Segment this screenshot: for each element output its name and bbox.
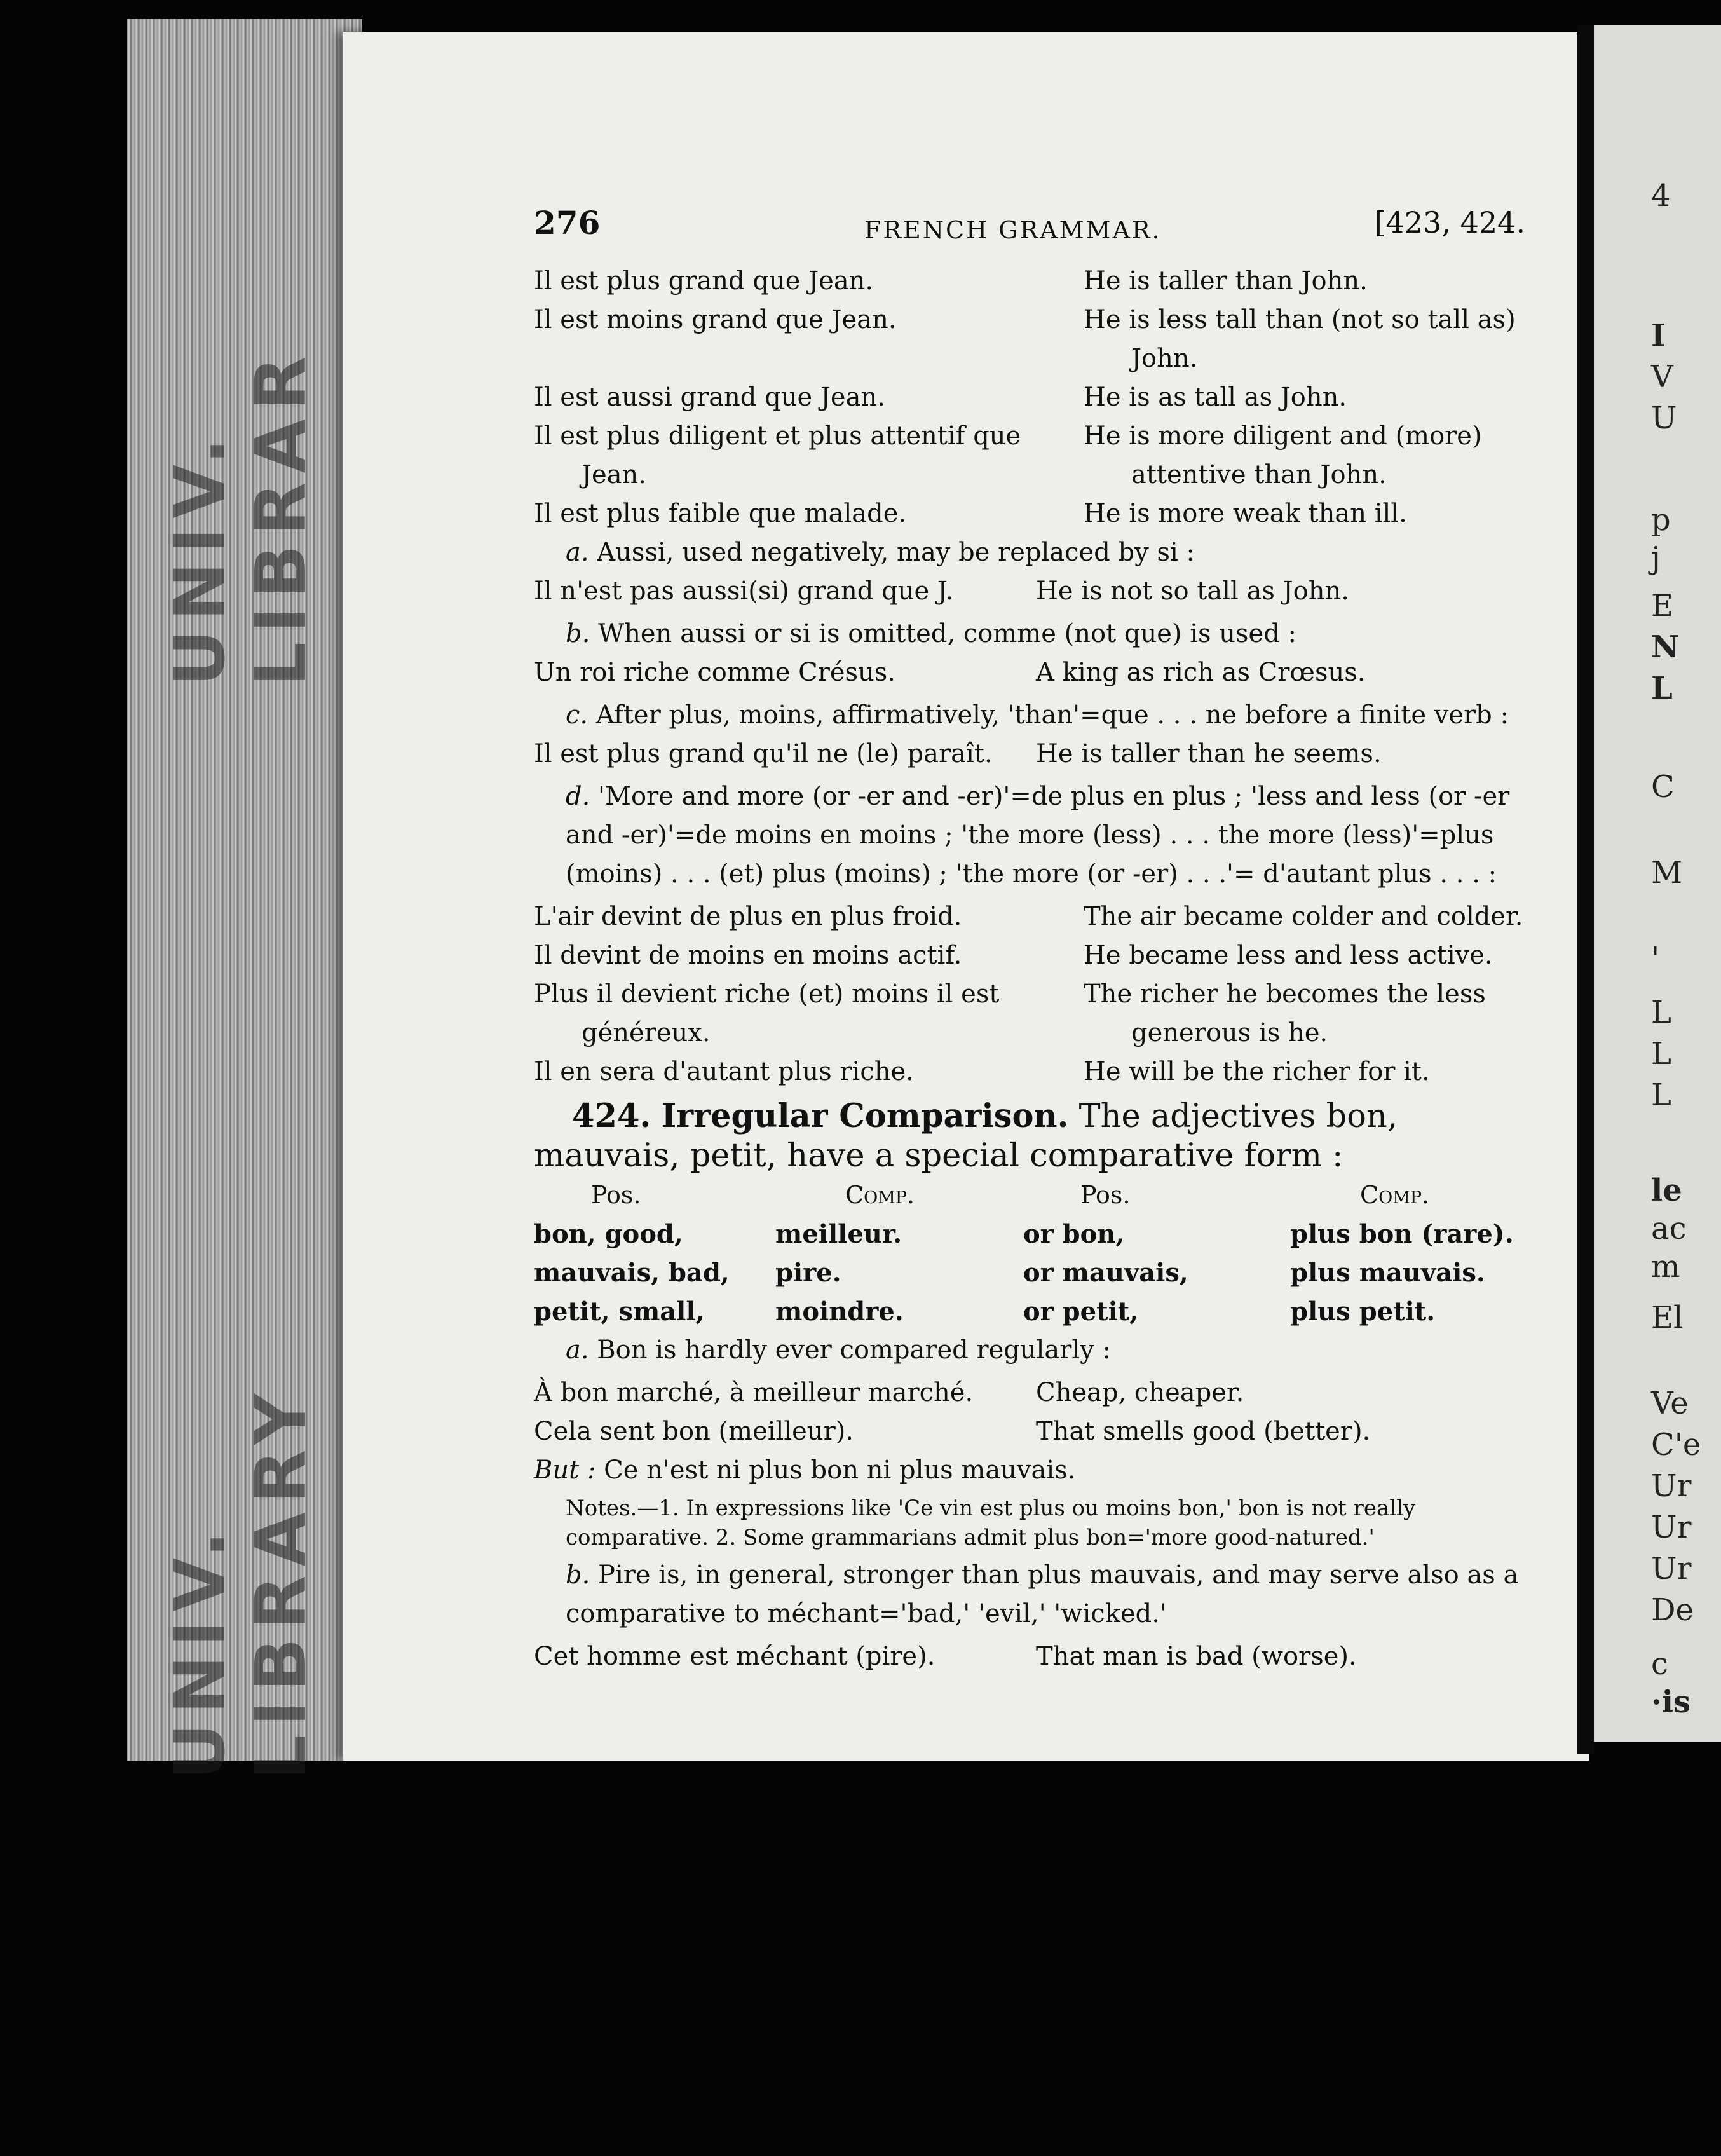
example-english: He is taller than John.: [1084, 266, 1368, 296]
facing-page-fragment: L: [1651, 995, 1671, 1030]
example-english: That man is bad (worse).: [1036, 1642, 1357, 1671]
note-text: When aussi or si is omitted, comme (not que) is used :: [598, 619, 1297, 648]
section-range: [423, 424.: [1374, 205, 1525, 240]
example-french: L'air devint de plus en plus froid.: [534, 902, 962, 931]
facing-page-fragment: m: [1651, 1249, 1680, 1285]
note-label: c.: [566, 700, 588, 730]
table-cell: moindre.: [775, 1297, 904, 1327]
page-number: 276: [534, 204, 601, 242]
example-french: Il est moins grand que Jean.: [534, 305, 897, 334]
facing-page-fragment: V: [1651, 359, 1673, 395]
note-text: Pire is, in general, stronger than plus mauvais, and may serve also as a comparative to méchant='bad,' 'evil,' 'wicked.': [566, 1560, 1519, 1628]
edge-stamp-upper: UNIV. LIBRAR: [159, 347, 322, 686]
note-c: [534, 696, 1525, 735]
facing-page-fragment: L: [1651, 1077, 1671, 1113]
example-pair: [534, 936, 1525, 975]
example-french: À bon marché, à meilleur marché.: [534, 1378, 974, 1407]
example-pair: [534, 262, 1525, 301]
note-label: b.: [566, 619, 590, 648]
facing-page-fragment: I: [1651, 318, 1666, 353]
example-pair: [534, 735, 1525, 774]
example-pair: [534, 417, 1525, 495]
facing-page-fragment: U: [1651, 400, 1677, 436]
facing-page-fragment: ·is: [1651, 1684, 1690, 1720]
table-cell: or bon,: [1023, 1219, 1125, 1249]
example-english: He is more weak than ill.: [1084, 499, 1407, 528]
example-french: Plus il devient riche (et) moins il est généreux.: [534, 979, 1000, 1047]
table-cell: plus bon (rare).: [1290, 1219, 1514, 1249]
example-french: Il est plus grand qu'il ne (le) paraît.: [534, 739, 993, 768]
example-pair: [534, 975, 1525, 1053]
but-text: Ce n'est ni plus bon ni plus mauvais.: [604, 1456, 1076, 1485]
example-english: He became less and less active.: [1084, 941, 1493, 970]
facing-page-fragment: Ve: [1651, 1386, 1689, 1421]
page-content: [534, 203, 1525, 1676]
example-french: Il est aussi grand que Jean.: [534, 383, 885, 412]
note-d: [534, 777, 1525, 894]
table-cell: plus petit.: [1290, 1297, 1436, 1327]
facing-page-fragment: ': [1651, 941, 1660, 976]
section-title: Irregular Comparison.: [661, 1097, 1069, 1135]
section-number: 424.: [572, 1097, 651, 1135]
facing-page-fragment: E: [1651, 588, 1674, 624]
note-b: [534, 615, 1525, 653]
facing-page-fragment: le: [1651, 1173, 1682, 1208]
table-header: Pos.: [1080, 1181, 1131, 1209]
table-cell: mauvais, bad,: [534, 1258, 730, 1288]
example-french: Il est plus faible que malade.: [534, 499, 907, 528]
note-label: a.: [566, 538, 589, 567]
facing-page-fragment: N: [1651, 629, 1679, 665]
example-english: He is as tall as John.: [1084, 383, 1347, 412]
facing-page-fragment: L: [1651, 1036, 1671, 1072]
facing-page-fragment: M: [1651, 855, 1683, 890]
example-english: He is less tall than (not so tall as) John.: [1084, 305, 1516, 373]
example-pair: [534, 378, 1525, 417]
example-pair: [534, 495, 1525, 533]
note-text: After plus, moins, affirmatively, 'than'=que . . . ne before a finite verb :: [595, 700, 1509, 730]
table-header: Pos.: [591, 1181, 641, 1209]
example-pair: [534, 572, 1525, 611]
note-label: b.: [566, 1560, 590, 1590]
running-head: [534, 203, 1525, 254]
but-line: [534, 1451, 1525, 1490]
example-pair: [534, 301, 1525, 378]
example-french: Il n'est pas aussi(si) grand que J.: [534, 577, 954, 606]
example-english: The richer he becomes the less generous is he.: [1084, 979, 1486, 1047]
facing-page-fragment: De: [1651, 1592, 1694, 1628]
but-label: But :: [534, 1456, 596, 1485]
example-english: He is taller than he seems.: [1036, 739, 1382, 768]
comparison-table: [534, 1176, 1525, 1331]
facing-page-fragment: Ur: [1651, 1551, 1692, 1586]
facing-page-fragment: c: [1651, 1646, 1668, 1682]
example-french: Cela sent bon (meilleur).: [534, 1417, 854, 1446]
note-label: d.: [566, 782, 590, 811]
facing-page-fragment: ac: [1651, 1211, 1687, 1246]
page-gutter: [1577, 25, 1594, 1754]
section-424-heading: [534, 1096, 1525, 1176]
section-424-note-b: [534, 1556, 1525, 1634]
note-text: Aussi, used negatively, may be replaced by si :: [597, 538, 1195, 567]
facing-page-fragment: L: [1651, 671, 1673, 706]
example-pair: [534, 1053, 1525, 1091]
footnotes: Notes.—1. In expressions like 'Ce vin est plus ou moins bon,' bon is not really comparative. 2. Some grammarians admit plus bon='more good-natured.': [566, 1496, 1416, 1550]
facing-page-fragment: C'e: [1651, 1427, 1701, 1463]
example-english: A king as rich as Crœsus.: [1036, 658, 1366, 687]
example-pair: [534, 1637, 1525, 1676]
example-french: Cet homme est méchant (pire).: [534, 1642, 935, 1671]
note-a: [534, 533, 1525, 572]
note-label: a.: [566, 1335, 589, 1365]
table-cell: plus mauvais.: [1290, 1258, 1485, 1288]
example-english: He is not so tall as John.: [1036, 577, 1349, 606]
example-pair: [534, 653, 1525, 692]
example-french: Il est plus grand que Jean.: [534, 266, 874, 296]
running-title: FRENCH GRAMMAR.: [864, 216, 1162, 244]
table-cell: or petit,: [1023, 1297, 1139, 1327]
facing-page-fragment: j: [1651, 540, 1661, 576]
table-cell: meilleur.: [775, 1219, 902, 1249]
example-english: Cheap, cheaper.: [1036, 1378, 1244, 1407]
example-pair: [534, 1374, 1525, 1412]
example-english: He is more diligent and (more) attentive than John.: [1084, 421, 1482, 489]
section-424-note-a: [534, 1331, 1525, 1370]
facing-page-fragment: 4: [1651, 178, 1671, 214]
table-header: Comp.: [1360, 1181, 1430, 1209]
facing-page-fragment: Ur: [1651, 1510, 1692, 1545]
note-text: Bon is hardly ever compared regularly :: [597, 1335, 1111, 1365]
example-english: He will be the richer for it.: [1084, 1057, 1430, 1086]
facing-page-fragment: El: [1651, 1300, 1684, 1335]
table-cell: petit, small,: [534, 1297, 705, 1327]
example-french: Il devint de moins en moins actif.: [534, 941, 962, 970]
section-intro: The adjectives bon, mauvais, petit, have a special comparative form :: [534, 1098, 1398, 1175]
example-french: Un roi riche comme Crésus.: [534, 658, 896, 687]
facing-page-fragment: C: [1651, 769, 1675, 805]
note-text: 'More and more (or -er and -er)'=de plus en plus ; 'less and less (or -er and -er)'=de moins en moins ; 'the more (less) . . . the more (less)'=plus (moins) . . . (et) plus (moins) ; 'the more (or -er) . . .'= d'autant plus . . . :: [566, 782, 1510, 889]
example-french: Il est plus diligent et plus attentif que Jean.: [534, 421, 1021, 489]
facing-page-fragment: Ur: [1651, 1468, 1692, 1504]
facing-page-fragment: p: [1651, 502, 1671, 538]
example-pair: [534, 1412, 1525, 1451]
example-french: Il en sera d'autant plus riche.: [534, 1057, 914, 1086]
example-english: That smells good (better).: [1036, 1417, 1371, 1446]
table-cell: bon, good,: [534, 1219, 683, 1249]
edge-stamp-lower: UNIV. LIBRARY: [159, 1384, 322, 1780]
table-cell: or mauvais,: [1023, 1258, 1188, 1288]
table-header: Comp.: [845, 1181, 915, 1209]
example-english: The air became colder and colder.: [1084, 902, 1523, 931]
table-cell: pire.: [775, 1258, 841, 1288]
example-pair: [534, 897, 1525, 936]
